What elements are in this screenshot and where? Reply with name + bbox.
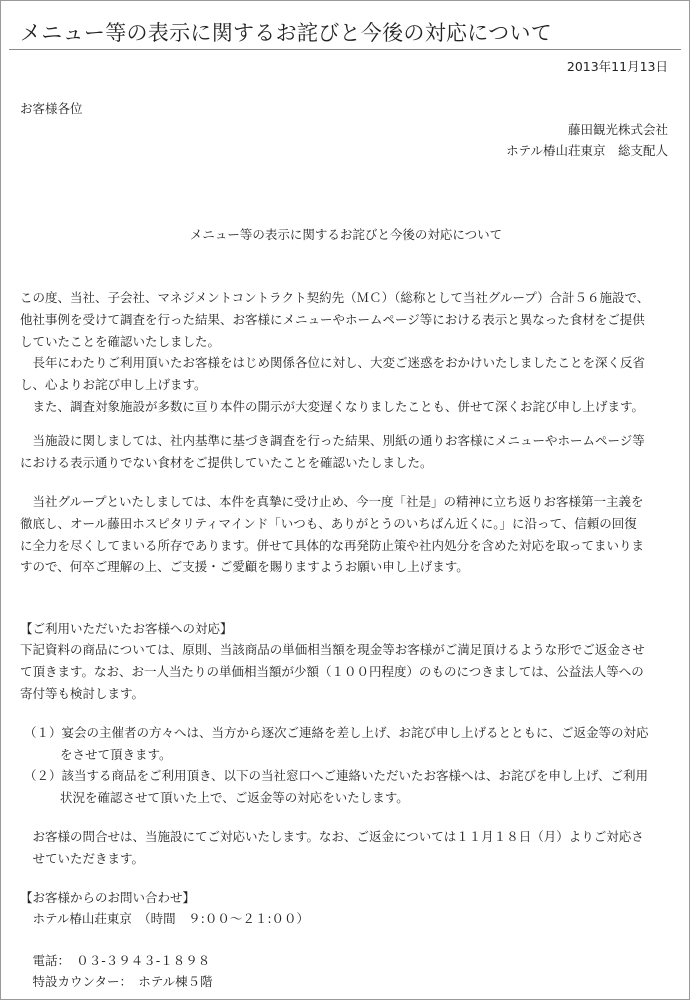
- findings-paragraph: 当施設に関しましては、社内基準に基づき調査を行った結果、別紙の通りお客様にメニューやホームページ等 における表示通りでない食材をご提供していたことを確認いたしました。: [20, 433, 645, 470]
- signatory: ホテル椿山荘東京 総支配人: [506, 143, 668, 158]
- title-divider: [9, 49, 681, 50]
- issue-date: 2013年11月13日: [566, 59, 668, 74]
- contact-phone: 電話： ０３-３９４３-１８９８: [20, 953, 211, 968]
- contact-heading: 【お客様からのお問い合わせ】: [20, 890, 196, 905]
- contact-hotel-hours: ホテル椿山荘東京 （時間 ９:００～２１:００）: [20, 911, 310, 926]
- addressee: お客様各位: [20, 101, 83, 116]
- page-title: メニュー等の表示に関するお詫びと今後の対応について: [20, 21, 553, 45]
- company-name: 藤田観光株式会社: [567, 122, 668, 137]
- apology-paragraph: この度、当社、子会社、マネジメントコントラクト契約先（ＭＣ）（総称として当社グループ）合計５６施設で、 他社事例を受けて調査を行った結果、お客様にメニューやホームページ等における表示と異なった食材をご提供 していたことを確認いたしました。 長年にわたりご利用頂いたお客様をはじめ関係各位に対し、大変ご迷惑をおかけいたしましたことを深く反省 し、心よりお詫び申し上げます。 また、調査対象施設が多数に亘り本件の開示が大変遅くなりましたことも、併せて深くお詫び申し上げます。: [20, 290, 650, 414]
- contact-counter: 特設カウンター： ホテル棟５階: [20, 974, 213, 989]
- inquiry-note: お客様の問合せは、当施設にてご対応いたします。なお、ご返金については１１月１８日（月）よりご対応さ せていただきます。: [32, 829, 644, 866]
- response-heading: 【ご利用いただいたお客様への対応】: [20, 621, 233, 636]
- document-subtitle: メニュー等の表示に関するお詫びと今後の対応について: [189, 227, 503, 242]
- commitment-paragraph: 当社グループといたしましては、本件を真摯に受け止め、今一度「社是」の精神に立ち返りお客様第一主義を 徹底し、オール藤田ホスピタリティマインド「いつも、ありがとうのいちばん近くに。」に沿って、信頼の回復 に全力を尽くしてまいる所存であります。併せて具体的な再発防止策や社内処分を含めた対応を取ってまいりま すので、何卒ご理解の上、ご支援・ご愛顧を賜りますようお願い申し上げます。: [20, 494, 645, 575]
- refund-policy-text: 下記資料の商品については、原則、当該商品の単価相当額を現金等お客様がご満足頂けるような形でご返金させ て頂きます。なお、お一人当たりの単価相当額が少額（１００円程度）のものにつきましては、公益法人等への 寄付等も検討します。: [20, 642, 645, 701]
- response-item-1: （１）宴会の主催者の方々へは、当方から逐次ご連絡を差し上げ、お詫び申し上げるとともに、ご返金等の対応 をさせて頂きます。: [24, 725, 649, 762]
- response-item-2: （２）該当する商品をご利用頂き、以下の当社窓口へご連絡いただいたお客様へは、お詫びを申し上げ、ご利用 状況を確認させて頂いた上で、ご返金等の対応をいたします。: [24, 768, 649, 805]
